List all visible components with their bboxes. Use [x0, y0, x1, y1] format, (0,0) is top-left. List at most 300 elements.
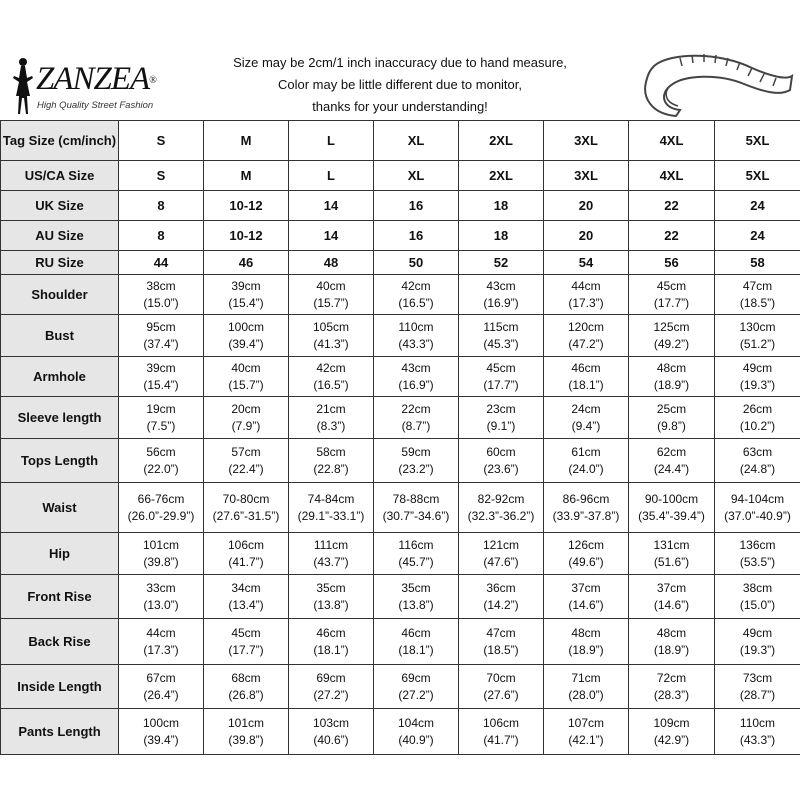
cm-value: 101cm — [227, 715, 265, 730]
inch-value: (53.5”) — [739, 554, 776, 569]
inch-value: (51.6”) — [653, 554, 690, 569]
table-cell — [715, 483, 800, 533]
cm-value: 35cm — [316, 580, 346, 595]
table-cell: 3XL — [544, 121, 629, 161]
table-cell: 56 — [629, 251, 715, 275]
table-cell — [374, 533, 459, 575]
table-cell — [289, 439, 374, 483]
row-label: Hip — [1, 533, 119, 575]
table-cell: 5XL — [715, 161, 800, 191]
cm-value: 116cm — [398, 537, 434, 552]
table-cell — [459, 315, 544, 357]
table-cell — [204, 315, 289, 357]
table-cell — [629, 275, 715, 315]
cm-value: 63cm — [742, 444, 773, 459]
inch-value: (40.9”) — [398, 732, 434, 747]
table-cell — [459, 357, 544, 397]
table-cell: 16 — [374, 221, 459, 251]
cm-value: 101cm — [142, 537, 180, 552]
table-cell — [289, 483, 374, 533]
table-cell — [715, 357, 800, 397]
notice-line: Color may be little different due to monitor, — [278, 77, 522, 92]
table-cell — [204, 439, 289, 483]
table-cell — [204, 357, 289, 397]
inch-value: (37.4”) — [143, 336, 179, 351]
table-cell: 2XL — [459, 121, 544, 161]
inch-value: (16.9”) — [483, 295, 519, 310]
table-cell — [289, 357, 374, 397]
cm-value: 103cm — [312, 715, 350, 730]
cm-value: 25cm — [656, 401, 687, 416]
cm-value: 40cm — [316, 278, 346, 293]
table-cell — [204, 619, 289, 665]
inch-value: (41.7”) — [228, 554, 264, 569]
table-cell — [204, 665, 289, 709]
table-cell: M — [204, 121, 289, 161]
cm-value: 48cm — [571, 625, 601, 640]
table-cell — [374, 315, 459, 357]
table-cell — [204, 575, 289, 619]
cm-value: 47cm — [742, 278, 773, 293]
inch-value: (15.0”) — [739, 597, 776, 612]
measuring-tape-icon — [640, 46, 796, 120]
table-cell: 14 — [289, 221, 374, 251]
table-cell — [119, 315, 204, 357]
table-cell — [544, 709, 629, 755]
table-cell: XL — [374, 161, 459, 191]
row-label: Inside Length — [1, 665, 119, 709]
brand-logo — [4, 48, 204, 120]
inch-value: (17.3”) — [568, 295, 604, 310]
table-cell: 2XL — [459, 161, 544, 191]
cm-value: 34cm — [231, 580, 261, 595]
table-cell — [629, 439, 715, 483]
inch-value: (33.9”-37.8”) — [552, 508, 620, 523]
inch-value: (23.2”) — [398, 461, 434, 476]
row-label: US/CA Size — [1, 161, 119, 191]
size-chart-table — [0, 120, 800, 755]
table-cell: 54 — [544, 251, 629, 275]
inch-value: (18.1”) — [313, 642, 349, 657]
table-row — [1, 191, 800, 221]
inch-value: (16.9”) — [398, 377, 434, 392]
table-cell — [459, 533, 544, 575]
cm-value: 60cm — [486, 444, 516, 459]
inch-value: (9.8”) — [657, 418, 686, 433]
cm-value: 40cm — [231, 360, 261, 375]
table-cell — [715, 709, 800, 755]
table-cell — [544, 439, 629, 483]
cm-value: 45cm — [656, 278, 687, 293]
table-cell: 20 — [544, 191, 629, 221]
inch-value: (8.3”) — [316, 418, 346, 433]
inch-value: (14.2”) — [483, 597, 519, 612]
table-cell — [289, 575, 374, 619]
inch-value: (18.1”) — [568, 377, 604, 392]
inch-value: (22.8”) — [313, 461, 349, 476]
inch-value: (39.4”) — [228, 336, 264, 351]
table-cell: 24 — [715, 221, 800, 251]
table-cell — [459, 275, 544, 315]
inch-value: (42.1”) — [568, 732, 604, 747]
cm-value: 24cm — [571, 401, 601, 416]
table-cell — [119, 483, 204, 533]
table-cell — [629, 357, 715, 397]
cm-value: 125cm — [653, 319, 690, 334]
cm-value: 57cm — [231, 444, 261, 459]
table-cell — [289, 665, 374, 709]
cm-value: 126cm — [567, 537, 605, 552]
inch-value: (19.3”) — [739, 642, 776, 657]
cm-value: 46cm — [571, 360, 601, 375]
table-cell — [715, 619, 800, 665]
table-cell — [459, 709, 544, 755]
cm-value: 82-92cm — [477, 491, 525, 506]
cm-value: 39cm — [231, 278, 261, 293]
cm-value: 37cm — [571, 580, 601, 595]
inch-value: (13.0”) — [143, 597, 179, 612]
cm-value: 120cm — [567, 319, 605, 334]
row-label: Bust — [1, 315, 119, 357]
cm-value: 130cm — [739, 319, 776, 334]
notice-line: Size may be 2cm/1 inch inaccuracy due to hand measure, — [233, 55, 567, 70]
inch-value: (42.9”) — [653, 732, 690, 747]
cm-value: 70cm — [486, 670, 516, 685]
inch-value: (37.0”-40.9”) — [724, 508, 791, 523]
table-cell — [715, 533, 800, 575]
cm-value: 42cm — [316, 360, 346, 375]
inch-value: (9.4”) — [571, 418, 601, 433]
cm-value: 86-96cm — [562, 491, 610, 506]
table-cell — [119, 665, 204, 709]
cm-value: 106cm — [227, 537, 265, 552]
row-label: AU Size — [1, 221, 119, 251]
table-cell — [544, 483, 629, 533]
inch-value: (47.2”) — [568, 336, 604, 351]
size-notice — [200, 52, 600, 118]
inch-value: (43.3”) — [398, 336, 434, 351]
cm-value: 111cm — [313, 537, 349, 552]
table-cell: 8 — [119, 221, 204, 251]
inch-value: (18.1”) — [398, 642, 434, 657]
table-row — [1, 483, 800, 533]
table-cell — [374, 665, 459, 709]
cm-value: 19cm — [146, 401, 176, 416]
inch-value: (7.5”) — [146, 418, 176, 433]
inch-value: (29.1”-33.1”) — [297, 508, 365, 523]
row-label: RU Size — [1, 251, 119, 275]
table-cell — [374, 483, 459, 533]
inch-value: (24.4”) — [653, 461, 690, 476]
table-cell — [374, 575, 459, 619]
table-cell — [374, 619, 459, 665]
notice-line: thanks for your understanding! — [312, 99, 488, 114]
cm-value: 69cm — [316, 670, 346, 685]
table-row — [1, 275, 800, 315]
table-row — [1, 665, 800, 709]
cm-value: 48cm — [656, 625, 687, 640]
table-cell: 52 — [459, 251, 544, 275]
cm-value: 49cm — [742, 360, 773, 375]
inch-value: (41.7”) — [483, 732, 519, 747]
table-cell — [629, 575, 715, 619]
table-row — [1, 251, 800, 275]
table-row — [1, 121, 800, 161]
inch-value: (35.4”-39.4”) — [638, 508, 705, 523]
cm-value: 21cm — [316, 401, 346, 416]
cm-value: 104cm — [397, 715, 435, 730]
table-cell — [289, 315, 374, 357]
row-label: Sleeve length — [1, 397, 119, 439]
table-row — [1, 161, 800, 191]
table-cell — [544, 357, 629, 397]
inch-value: (43.3”) — [739, 732, 776, 747]
table-cell: 58 — [715, 251, 800, 275]
table-cell: 46 — [204, 251, 289, 275]
table-cell: L — [289, 161, 374, 191]
row-label: Tops Length — [1, 439, 119, 483]
inch-value: (26.4”) — [143, 687, 179, 702]
table-cell — [119, 619, 204, 665]
cm-value: 66-76cm — [137, 491, 185, 506]
table-cell — [119, 397, 204, 439]
inch-value: (41.3”) — [313, 336, 349, 351]
table-row — [1, 575, 800, 619]
table-cell — [374, 709, 459, 755]
cm-value: 23cm — [486, 401, 516, 416]
table-cell — [119, 575, 204, 619]
cm-value: 109cm — [653, 715, 690, 730]
inch-value: (16.5”) — [313, 377, 349, 392]
inch-value: (28.0”) — [568, 687, 604, 702]
inch-value: (28.7”) — [739, 687, 776, 702]
table-cell — [715, 315, 800, 357]
cm-value: 39cm — [146, 360, 176, 375]
inch-value: (49.6”) — [568, 554, 604, 569]
table-cell — [204, 709, 289, 755]
cm-value: 22cm — [401, 401, 431, 416]
inch-value: (18.5”) — [483, 642, 519, 657]
inch-value: (14.6”) — [653, 597, 690, 612]
inch-value: (22.4”) — [228, 461, 264, 476]
table-row — [1, 397, 800, 439]
cm-value: 38cm — [146, 278, 176, 293]
table-cell — [289, 619, 374, 665]
cm-value: 61cm — [571, 444, 601, 459]
cm-value: 107cm — [567, 715, 605, 730]
table-cell — [715, 575, 800, 619]
table-cell — [204, 397, 289, 439]
table-row — [1, 439, 800, 483]
cm-value: 33cm — [146, 580, 176, 595]
table-cell: 22 — [629, 191, 715, 221]
table-cell — [629, 709, 715, 755]
inch-value: (19.3”) — [739, 377, 776, 392]
cm-value: 56cm — [146, 444, 176, 459]
table-cell — [289, 533, 374, 575]
cm-value: 90-100cm — [644, 491, 699, 506]
cm-value: 94-104cm — [730, 491, 785, 506]
table-cell: 14 — [289, 191, 374, 221]
table-cell — [374, 357, 459, 397]
inch-value: (43.7”) — [313, 554, 349, 569]
row-label: Back Rise — [1, 619, 119, 665]
cm-value: 45cm — [486, 360, 516, 375]
cm-value: 38cm — [742, 580, 773, 595]
cm-value: 121cm — [482, 537, 520, 552]
cm-value: 59cm — [401, 444, 431, 459]
inch-value: (17.3”) — [143, 642, 179, 657]
inch-value: (23.6”) — [483, 461, 519, 476]
table-cell — [544, 575, 629, 619]
inch-value: (15.7”) — [313, 295, 349, 310]
table-cell — [459, 439, 544, 483]
inch-value: (13.4”) — [228, 597, 264, 612]
inch-value: (26.8”) — [228, 687, 264, 702]
table-cell — [204, 533, 289, 575]
table-cell — [374, 275, 459, 315]
table-cell — [715, 275, 800, 315]
table-cell — [544, 665, 629, 709]
inch-value: (27.6”-31.5”) — [212, 508, 280, 523]
cm-value: 71cm — [571, 670, 601, 685]
inch-value: (32.3”-36.2”) — [467, 508, 535, 523]
cm-value: 58cm — [316, 444, 346, 459]
cm-value: 78-88cm — [392, 491, 440, 506]
table-cell — [374, 397, 459, 439]
table-cell — [715, 439, 800, 483]
cm-value: 48cm — [656, 360, 687, 375]
table-cell — [715, 665, 800, 709]
cm-value: 44cm — [571, 278, 601, 293]
inch-value: (15.0”) — [143, 295, 179, 310]
table-cell — [629, 315, 715, 357]
table-cell: 10-12 — [204, 191, 289, 221]
row-label: Tag Size (cm/inch) — [1, 121, 119, 161]
table-cell: L — [289, 121, 374, 161]
cm-value: 106cm — [482, 715, 520, 730]
brand-tagline: High Quality Street Fashion — [37, 100, 154, 111]
inch-value: (14.6”) — [568, 597, 604, 612]
cm-value: 115cm — [483, 319, 519, 334]
table-cell — [629, 665, 715, 709]
table-cell: 8 — [119, 191, 204, 221]
table-cell — [629, 397, 715, 439]
cm-value: 68cm — [231, 670, 261, 685]
inch-value: (7.9”) — [231, 418, 261, 433]
header — [0, 40, 800, 120]
cm-value: 100cm — [227, 319, 265, 334]
inch-value: (39.8”) — [228, 732, 264, 747]
brand-name: ZANZEA® — [36, 61, 156, 97]
inch-value: (15.4”) — [143, 377, 179, 392]
table-cell — [459, 665, 544, 709]
table-cell — [204, 275, 289, 315]
row-label: Front Rise — [1, 575, 119, 619]
inch-value: (15.7”) — [228, 377, 264, 392]
table-cell — [544, 619, 629, 665]
inch-value: (13.8”) — [398, 597, 434, 612]
inch-value: (16.5”) — [398, 295, 434, 310]
table-cell — [629, 619, 715, 665]
inch-value: (39.4”) — [143, 732, 179, 747]
table-cell: 4XL — [629, 161, 715, 191]
inch-value: (10.2”) — [739, 418, 776, 433]
table-cell — [544, 397, 629, 439]
table-cell — [544, 533, 629, 575]
table-cell — [119, 275, 204, 315]
table-row — [1, 533, 800, 575]
inch-value: (39.8”) — [143, 554, 179, 569]
cm-value: 20cm — [231, 401, 261, 416]
table-cell: 44 — [119, 251, 204, 275]
table-cell — [204, 483, 289, 533]
row-label: Armhole — [1, 357, 119, 397]
inch-value: (30.7”-34.6”) — [382, 508, 450, 523]
table-cell — [459, 575, 544, 619]
table-cell — [544, 315, 629, 357]
inch-value: (24.8”) — [739, 461, 776, 476]
inch-value: (8.7”) — [401, 418, 431, 433]
cm-value: 26cm — [742, 401, 773, 416]
inch-value: (40.6”) — [313, 732, 349, 747]
cm-value: 105cm — [312, 319, 350, 334]
table-cell — [119, 709, 204, 755]
table-cell: 4XL — [629, 121, 715, 161]
table-row — [1, 357, 800, 397]
inch-value: (51.2”) — [739, 336, 776, 351]
table-cell — [544, 275, 629, 315]
cm-value: 67cm — [146, 670, 176, 685]
cm-value: 131cm — [653, 537, 690, 552]
cm-value: 100cm — [142, 715, 180, 730]
inch-value: (18.9”) — [568, 642, 604, 657]
cm-value: 42cm — [401, 278, 431, 293]
inch-value: (17.7”) — [228, 642, 264, 657]
inch-value: (18.9”) — [653, 642, 690, 657]
table-cell — [459, 619, 544, 665]
cm-value: 62cm — [656, 444, 687, 459]
inch-value: (47.6”) — [483, 554, 519, 569]
row-label: Waist — [1, 483, 119, 533]
table-cell: 3XL — [544, 161, 629, 191]
cm-value: 44cm — [146, 625, 176, 640]
table-cell: 48 — [289, 251, 374, 275]
table-cell: S — [119, 121, 204, 161]
cm-value: 70-80cm — [222, 491, 270, 506]
table-cell: 18 — [459, 191, 544, 221]
table-cell: 24 — [715, 191, 800, 221]
row-label: Shoulder — [1, 275, 119, 315]
cm-value: 72cm — [656, 670, 687, 685]
inch-value: (24.0”) — [568, 461, 604, 476]
cm-value: 37cm — [656, 580, 687, 595]
cm-value: 49cm — [742, 625, 773, 640]
table-cell — [715, 397, 800, 439]
cm-value: 110cm — [739, 715, 776, 730]
cm-value: 74-84cm — [307, 491, 355, 506]
cm-value: 110cm — [398, 319, 434, 334]
table-cell: 10-12 — [204, 221, 289, 251]
table-row — [1, 619, 800, 665]
inch-value: (45.7”) — [398, 554, 434, 569]
inch-value: (27.2”) — [398, 687, 434, 702]
cm-value: 46cm — [316, 625, 346, 640]
table-cell — [459, 483, 544, 533]
cm-value: 43cm — [401, 360, 431, 375]
table-cell — [119, 357, 204, 397]
table-cell — [374, 439, 459, 483]
